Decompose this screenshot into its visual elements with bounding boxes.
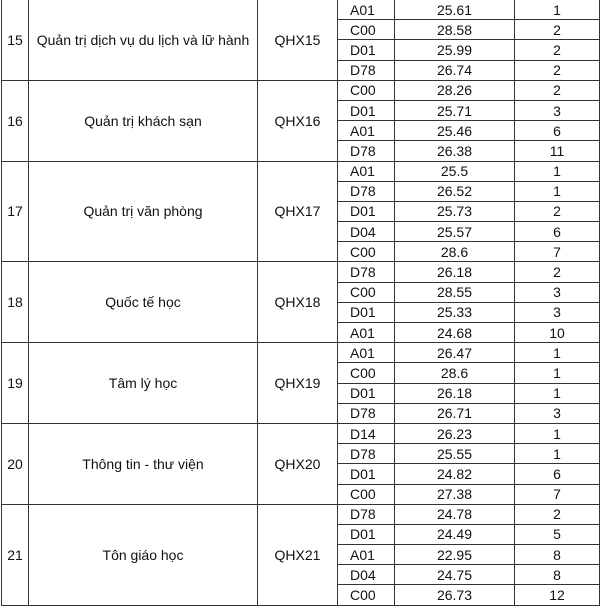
subject-combination-cell: C00: [338, 80, 395, 100]
table-row: [2, 343, 600, 363]
rank-cell: 7: [515, 242, 600, 262]
subject-combination-cell: C00: [338, 20, 395, 40]
rank-cell: 1: [515, 161, 600, 181]
score-cell: 25.71: [395, 100, 515, 120]
subject-combination-cell: D01: [338, 383, 395, 403]
score-cell: 24.68: [395, 323, 515, 343]
major-code-cell: QHX19: [258, 343, 338, 424]
score-cell: 26.52: [395, 181, 515, 201]
major-code-cell: QHX18: [258, 262, 338, 343]
rank-cell: 10: [515, 323, 600, 343]
major-name-cell: Quản trị văn phòng: [29, 161, 258, 262]
score-cell: 28.6: [395, 363, 515, 383]
subject-combination-cell: D78: [338, 262, 395, 282]
table-row: [2, 161, 600, 181]
subject-combination-cell: D78: [338, 60, 395, 80]
rank-cell: 6: [515, 121, 600, 141]
table-body: [2, 0, 600, 605]
rank-cell: 7: [515, 484, 600, 504]
major-code-cell: QHX20: [258, 423, 338, 504]
score-cell: 24.49: [395, 524, 515, 544]
subject-combination-cell: D01: [338, 100, 395, 120]
major-name-cell: Tâm lý học: [29, 343, 258, 424]
rank-cell: 1: [515, 383, 600, 403]
score-cell: 28.6: [395, 242, 515, 262]
subject-combination-cell: A01: [338, 323, 395, 343]
score-cell: 25.57: [395, 222, 515, 242]
subject-combination-cell: D01: [338, 524, 395, 544]
major-code-cell: QHX16: [258, 80, 338, 161]
score-cell: 26.73: [395, 585, 515, 605]
stt-cell: 18: [2, 262, 29, 343]
score-cell: 26.38: [395, 141, 515, 161]
major-code-cell: QHX15: [258, 0, 338, 80]
major-name-cell: Quốc tế học: [29, 262, 258, 343]
rank-cell: 2: [515, 262, 600, 282]
major-name-cell: Quản trị khách sạn: [29, 80, 258, 161]
subject-combination-cell: C00: [338, 585, 395, 605]
rank-cell: 3: [515, 100, 600, 120]
subject-combination-cell: C00: [338, 242, 395, 262]
subject-combination-cell: C00: [338, 484, 395, 504]
rank-cell: 5: [515, 524, 600, 544]
subject-combination-cell: D78: [338, 504, 395, 524]
rank-cell: 2: [515, 40, 600, 60]
score-cell: 24.78: [395, 504, 515, 524]
subject-combination-cell: D04: [338, 222, 395, 242]
score-cell: 25.99: [395, 40, 515, 60]
score-cell: 26.71: [395, 403, 515, 423]
subject-combination-cell: C00: [338, 282, 395, 302]
subject-combination-cell: A01: [338, 161, 395, 181]
score-cell: 26.18: [395, 262, 515, 282]
stt-cell: 16: [2, 80, 29, 161]
score-cell: 22.95: [395, 545, 515, 565]
stt-cell: 15: [2, 0, 29, 80]
rank-cell: 1: [515, 444, 600, 464]
rank-cell: 11: [515, 141, 600, 161]
subject-combination-cell: A01: [338, 545, 395, 565]
score-cell: 28.58: [395, 20, 515, 40]
subject-combination-cell: A01: [338, 121, 395, 141]
score-cell: 25.46: [395, 121, 515, 141]
rank-cell: 3: [515, 282, 600, 302]
rank-cell: 8: [515, 565, 600, 585]
subject-combination-cell: A01: [338, 0, 395, 20]
major-name-cell: Thông tin - thư viện: [29, 423, 258, 504]
rank-cell: 2: [515, 60, 600, 80]
rank-cell: 3: [515, 302, 600, 322]
score-cell: 25.55: [395, 444, 515, 464]
score-cell: 26.23: [395, 423, 515, 443]
rank-cell: 2: [515, 80, 600, 100]
major-code-cell: QHX17: [258, 161, 338, 262]
score-cell: 25.33: [395, 302, 515, 322]
stt-cell: 19: [2, 343, 29, 424]
score-cell: 25.5: [395, 161, 515, 181]
subject-combination-cell: D78: [338, 444, 395, 464]
rank-cell: 1: [515, 343, 600, 363]
stt-cell: 17: [2, 161, 29, 262]
score-cell: 25.73: [395, 201, 515, 221]
score-cell: 26.74: [395, 60, 515, 80]
score-cell: 26.18: [395, 383, 515, 403]
table-row: [2, 0, 600, 20]
table-row: [2, 423, 600, 443]
rank-cell: 8: [515, 545, 600, 565]
major-name-cell: Quản trị dịch vụ du lịch và lữ hành: [29, 0, 258, 80]
major-code-cell: QHX21: [258, 504, 338, 605]
stt-cell: 21: [2, 504, 29, 605]
subject-combination-cell: D78: [338, 141, 395, 161]
rank-cell: 2: [515, 504, 600, 524]
subject-combination-cell: D01: [338, 201, 395, 221]
stt-cell: 20: [2, 423, 29, 504]
rank-cell: 3: [515, 403, 600, 423]
subject-combination-cell: A01: [338, 343, 395, 363]
rank-cell: 12: [515, 585, 600, 605]
rank-cell: 1: [515, 363, 600, 383]
score-cell: 27.38: [395, 484, 515, 504]
rank-cell: 6: [515, 464, 600, 484]
subject-combination-cell: D01: [338, 40, 395, 60]
rank-cell: 2: [515, 201, 600, 221]
score-cell: 28.55: [395, 282, 515, 302]
subject-combination-cell: D14: [338, 423, 395, 443]
rank-cell: 2: [515, 20, 600, 40]
rank-cell: 6: [515, 222, 600, 242]
score-cell: 26.47: [395, 343, 515, 363]
rank-cell: 1: [515, 181, 600, 201]
rank-cell: 1: [515, 0, 600, 20]
subject-combination-cell: C00: [338, 363, 395, 383]
score-cell: 24.75: [395, 565, 515, 585]
score-cell: 24.82: [395, 464, 515, 484]
major-name-cell: Tôn giáo học: [29, 504, 258, 605]
table-row: [2, 80, 600, 100]
subject-combination-cell: D01: [338, 464, 395, 484]
table-row: [2, 262, 600, 282]
rank-cell: 1: [515, 423, 600, 443]
table-row: [2, 504, 600, 524]
subject-combination-cell: D04: [338, 565, 395, 585]
score-cell: 28.26: [395, 80, 515, 100]
score-cell: 25.61: [395, 0, 515, 20]
subject-combination-cell: D01: [338, 302, 395, 322]
subject-combination-cell: D78: [338, 403, 395, 423]
subject-combination-cell: D78: [338, 181, 395, 201]
admission-scores-table: [1, 0, 600, 606]
